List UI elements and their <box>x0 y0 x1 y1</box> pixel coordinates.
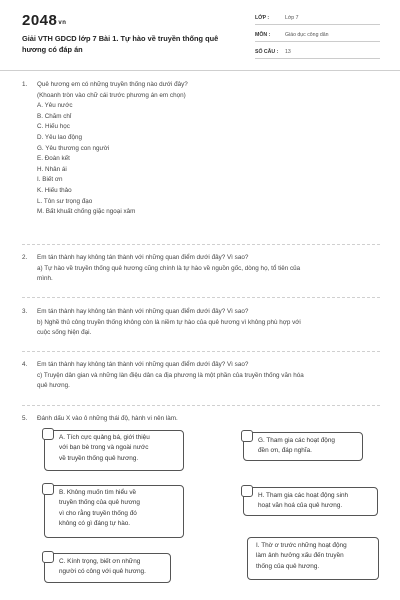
answer-option: H. Nhân ái <box>37 165 67 173</box>
meta-subject-row <box>255 29 380 42</box>
question-separator <box>22 351 380 352</box>
option-line: với bạn bè trong và ngoài nước <box>59 444 149 452</box>
meta-count-value: 13 <box>285 49 291 55</box>
question-text: Em tán thành hay không tán thành với những quan điểm dưới đây? Vì sao? <box>37 361 249 368</box>
question-body <box>37 414 382 425</box>
meta-subject-label: MÔN : <box>255 32 271 38</box>
logo-text: 2048 <box>22 12 58 29</box>
option-line: H. Tham gia các hoạt động sinh <box>258 492 349 499</box>
meta-subject-value: Giáo dục công dân <box>285 32 329 38</box>
answer-option: D. Yêu lao động <box>37 133 83 141</box>
question-separator <box>22 405 380 406</box>
checkbox[interactable] <box>42 428 54 440</box>
answer-text: a) Tự hào về truyền thống quê hương cũng chính là tự hào về nguồn gốc, dòng họ, tổ tiên của <box>37 264 301 272</box>
question-body <box>37 80 382 218</box>
question-separator <box>22 297 380 298</box>
question-3 <box>22 307 382 339</box>
option-line: I. Thờ ơ trước những hoạt động <box>256 542 347 549</box>
answer-text: cuộc sống hiện đại. <box>37 329 92 337</box>
answer-option: K. Hiếu thảo <box>37 186 72 194</box>
option-box-g[interactable] <box>243 432 363 461</box>
option-box-h[interactable] <box>243 487 378 516</box>
meta-class-label: LỚP : <box>255 15 270 21</box>
question-text: Em tán thành hay không tán thành với những quan điểm dưới đây? Vì sao? <box>37 254 249 261</box>
option-line: hoạt văn hoá của quê hương. <box>258 502 343 510</box>
option-line: không có gì đáng tự hào. <box>59 520 131 528</box>
option-line: truyền thống của quê hương <box>59 499 140 507</box>
option-line: B. Không muốn tìm hiểu về <box>59 489 137 496</box>
option-text <box>244 433 362 460</box>
option-text <box>244 488 377 515</box>
question-4 <box>22 360 382 392</box>
option-line: A. Tích cực quảng bá, giới thiệu <box>59 434 150 441</box>
page-title: Giải VTH GDCD lớp 7 Bài 1. Tự hào về truyền thống quê hương có đáp án <box>22 34 219 54</box>
option-text <box>45 431 183 467</box>
option-text <box>45 486 183 533</box>
question-number: 4. <box>22 361 28 368</box>
option-line: về truyền thống quê hương. <box>59 454 139 462</box>
logo-suffix: vn <box>58 20 67 26</box>
question-body <box>37 253 382 285</box>
answer-option: E. Đoàn kết <box>37 155 70 163</box>
question-number: 5. <box>22 415 28 422</box>
meta-class-value: Lớp 7 <box>285 15 299 21</box>
answer-text: c) Truyện dân gian và những làn điệu dân ca địa phương là một phần của truyền thống văn hóa <box>37 371 304 379</box>
answer-text: quê hương. <box>37 382 70 390</box>
meta-info <box>255 12 380 63</box>
option-line: làm ảnh hưởng xấu đến truyền <box>256 552 344 560</box>
question-body <box>37 307 382 339</box>
meta-class-row <box>255 12 380 25</box>
answer-option: G. Yêu thương con người <box>37 144 110 152</box>
answer-text: b) Nghề thủ công truyền thống không còn là niềm tự hào của quê hương vì không phù hợp với <box>37 318 301 326</box>
question-text: Đánh dấu X vào ô những thái độ, hành vi nên làm. <box>37 415 178 422</box>
question-number: 2. <box>22 254 28 261</box>
answer-option: A. Yêu nước <box>37 102 73 110</box>
question-5 <box>22 414 382 425</box>
option-text <box>45 554 170 581</box>
answer-option: C. Hiếu học <box>37 123 70 131</box>
option-box-a[interactable] <box>44 430 184 471</box>
checkbox[interactable] <box>241 485 253 497</box>
question-text: Quê hương em có những truyền thống nào dưới đây? <box>37 81 188 88</box>
meta-count-label: SỐ CÂU : <box>255 49 279 55</box>
question-text: Em tán thành hay không tán thành với những quan điểm dưới đây? Vì sao? <box>37 308 249 315</box>
checkbox[interactable] <box>42 483 54 495</box>
option-line: C. Kính trọng, biết ơn những <box>59 558 141 565</box>
question-instruction: (Khoanh tròn vào chữ cái trước phương án em chọn) <box>37 91 186 99</box>
answer-option: B. Chăm chỉ <box>37 112 72 120</box>
option-text <box>248 538 378 575</box>
option-line: vì cho rằng truyền thống đó <box>59 509 137 517</box>
answer-option: I. Biết ơn <box>37 176 63 184</box>
question-number: 1. <box>22 81 28 88</box>
question-2 <box>22 253 382 285</box>
answer-option: L. Tôn sư trọng đạo <box>37 197 93 205</box>
meta-count-row <box>255 46 380 59</box>
option-line: đền ơn, đáp nghĩa. <box>258 447 312 455</box>
answer-option: M. Bất khuất chống giặc ngoại xâm <box>37 208 136 216</box>
option-box-c[interactable] <box>44 553 171 583</box>
checkbox[interactable] <box>241 430 253 442</box>
answer-text: mình. <box>37 275 53 283</box>
option-box-i[interactable] <box>247 537 379 580</box>
question-number: 3. <box>22 308 28 315</box>
page-header <box>0 0 400 70</box>
question-separator <box>22 244 380 245</box>
option-line: người có công với quê hương. <box>59 568 146 576</box>
option-box-b[interactable] <box>44 485 184 538</box>
question-1 <box>22 80 382 218</box>
option-line: G. Tham gia các hoạt động <box>258 437 335 444</box>
question-body <box>37 360 382 392</box>
checkbox[interactable] <box>42 551 54 563</box>
site-logo[interactable] <box>22 12 66 29</box>
header-divider <box>0 70 400 71</box>
option-line: thống của quê hương. <box>256 562 320 570</box>
